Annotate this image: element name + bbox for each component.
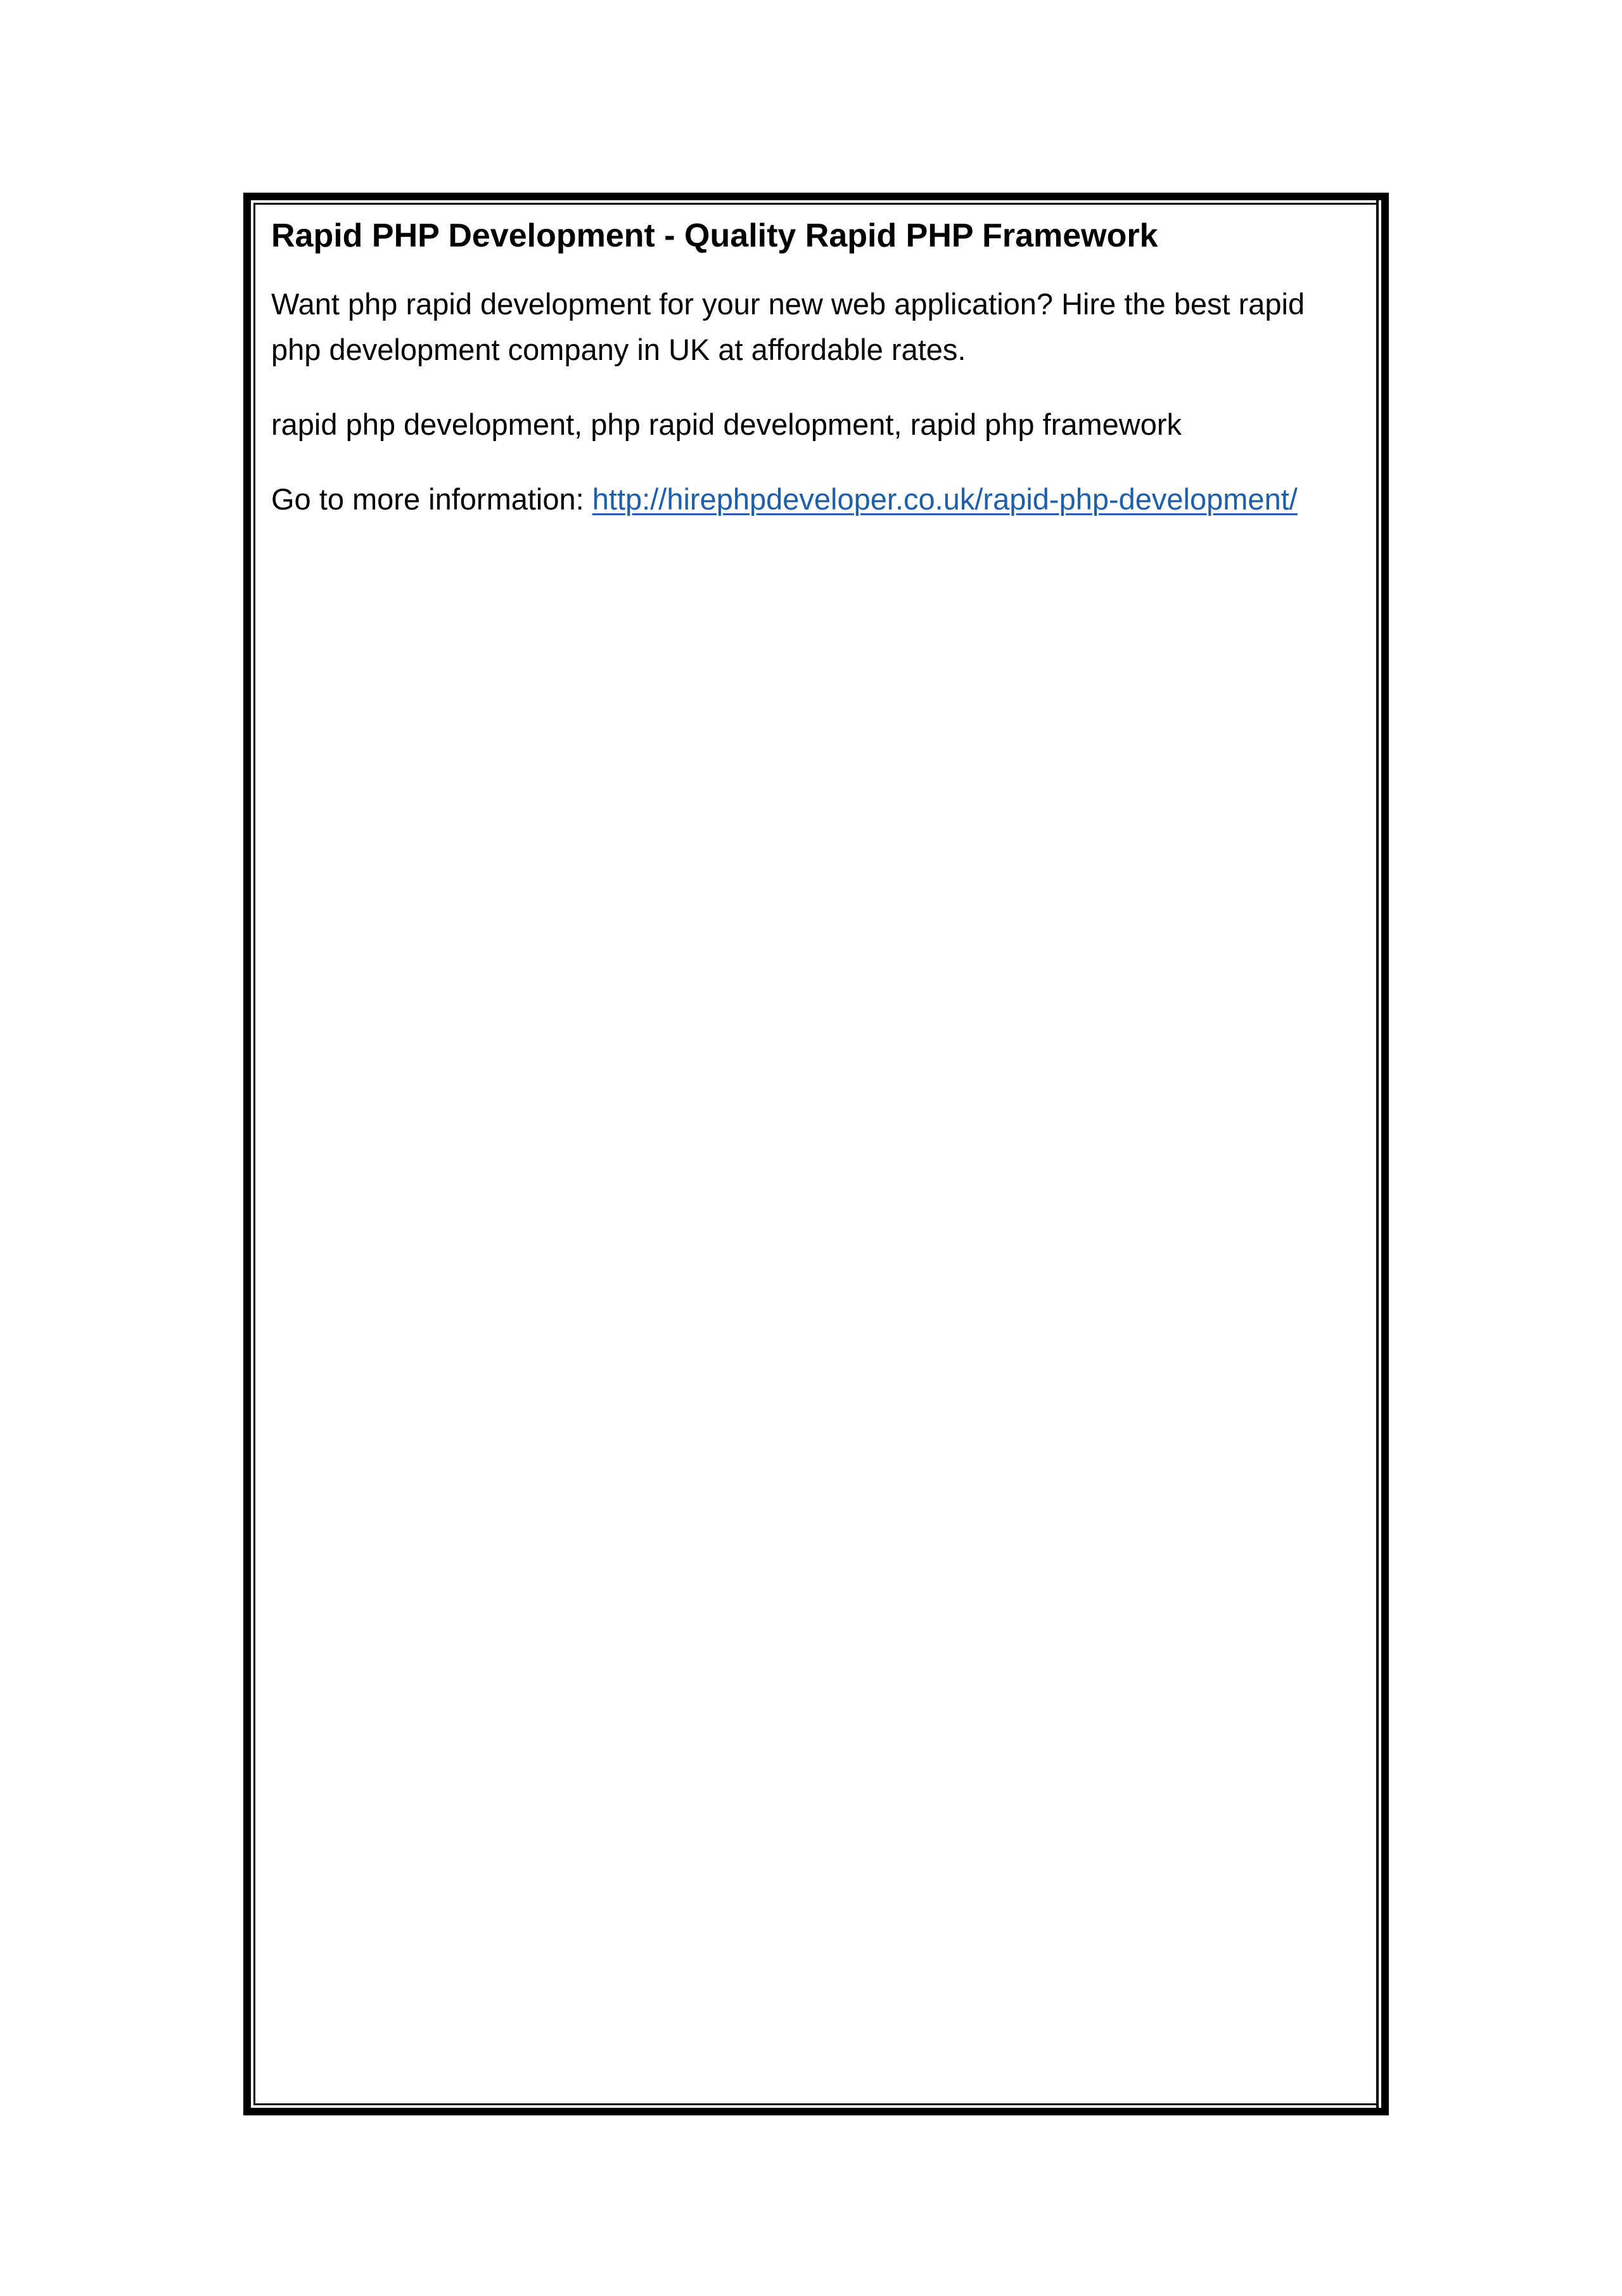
document-keywords: rapid php development, php rapid development, rapid php framework bbox=[271, 407, 1182, 441]
document-description: Want php rapid development for your new web application? Hire the best rapid php development company in UK at affordable rates. bbox=[271, 287, 1305, 366]
document-content bbox=[271, 213, 1361, 551]
more-info-line bbox=[271, 477, 1361, 522]
more-info-prefix: Go to more information: bbox=[271, 482, 592, 516]
more-info-link[interactable]: http://hirephpdeveloper.co.uk/rapid-php-development/ bbox=[592, 482, 1298, 516]
document-title: Rapid PHP Development - Quality Rapid PHP Framework bbox=[271, 217, 1158, 254]
page-frame-shadow-bottom bbox=[251, 2108, 1379, 2110]
